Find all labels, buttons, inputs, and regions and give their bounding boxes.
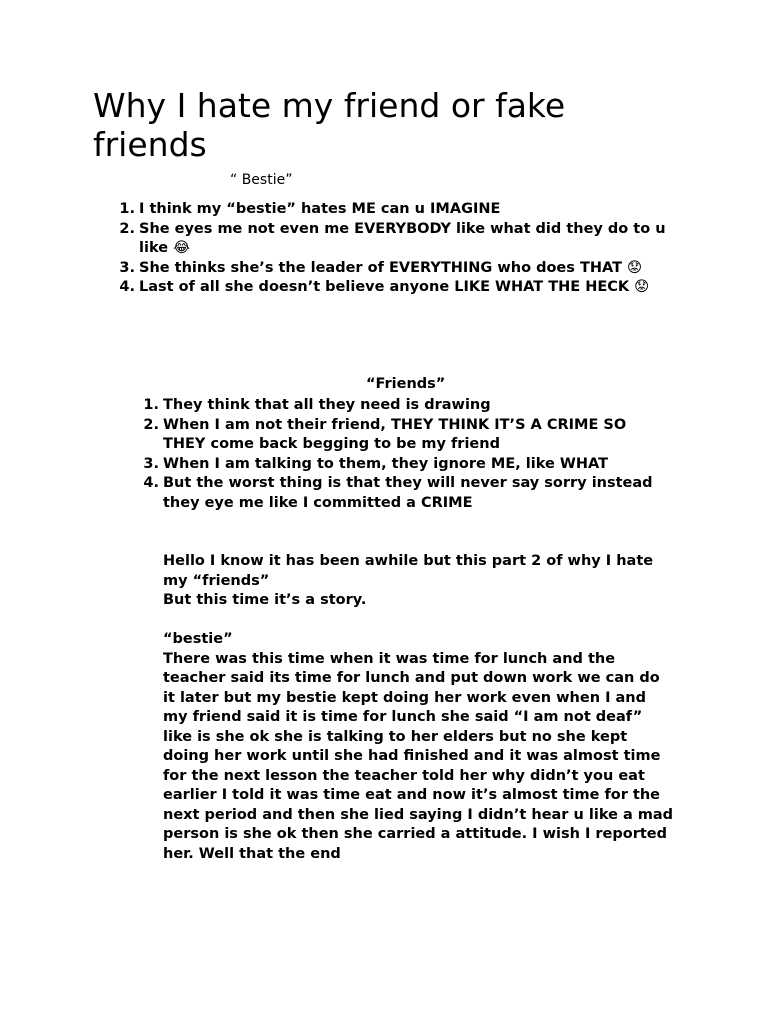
list-number: 2. xyxy=(143,416,159,433)
list-item-text: When I am not their friend, THEY THINK IT’S A CRIME SO THEY come back begging to be my friend xyxy=(163,416,627,452)
list-number: 1. xyxy=(119,201,135,217)
list-item-text: They think that all they need is drawing xyxy=(163,397,491,413)
story-text: There was this time when it was time for lunch and the teacher said its time for lunch and put down work we can do it later but my bestie kept doing her work even when I and my friend said it is time for lunch she said “I am not deaf” like is she ok she is talking to her elders but no she kept doing her work until she had finished and it was almost time for the next lesson the teacher told her why didn’t you eat earlier I told it was time eat and now it’s almost time for the next period and then she lied saying I didn’t hear u like a mad person is she ok then she carried a attitude. I wish I reported her. Well that the end xyxy=(163,650,674,862)
list-item xyxy=(119,259,674,279)
list-number: 1. xyxy=(143,397,159,413)
page-title: Why I hate my friend or fake friends xyxy=(93,86,566,164)
list-item-text: But the worst thing is that they will never say sorry instead they eye me like I committed a CRIME xyxy=(163,475,653,511)
friends-heading: “Friends” xyxy=(366,376,446,392)
part2-note: But this time it’s a story. xyxy=(163,592,367,608)
list-item xyxy=(119,278,674,298)
story-section xyxy=(163,552,675,864)
list-number: 4. xyxy=(143,475,159,491)
bestie-list xyxy=(119,200,674,298)
list-number: 3. xyxy=(143,455,159,472)
list-item xyxy=(119,200,674,220)
paragraph-gap xyxy=(163,611,675,631)
story-heading: “bestie” xyxy=(163,631,233,647)
part2-intro: Hello I know it has been awhile but this part 2 of why I hate my “friends” xyxy=(163,553,654,589)
list-number: 3. xyxy=(119,259,135,276)
list-item-text: She thinks she’s the leader of EVERYTHING who does THAT 😟 xyxy=(139,259,643,276)
list-item-text: She eyes me not even me EVERYBODY like what did they do to u like 😂 xyxy=(139,220,666,256)
list-item xyxy=(143,396,673,416)
friends-list xyxy=(143,396,673,513)
list-item-text: I think my “bestie” hates ME can u IMAGINE xyxy=(139,201,501,217)
bestie-subtitle: “ Bestie” xyxy=(230,172,293,188)
list-number: 2. xyxy=(119,220,135,237)
list-item xyxy=(143,474,673,513)
list-number: 4. xyxy=(119,279,135,295)
list-item-text: Last of all she doesn’t believe anyone LIKE WHAT THE HECK 😟 xyxy=(139,279,650,295)
list-item-text: When I am talking to them, they ignore ME, like WHAT xyxy=(163,455,608,472)
list-item xyxy=(143,455,673,475)
list-item xyxy=(119,220,674,259)
list-item xyxy=(143,416,673,455)
